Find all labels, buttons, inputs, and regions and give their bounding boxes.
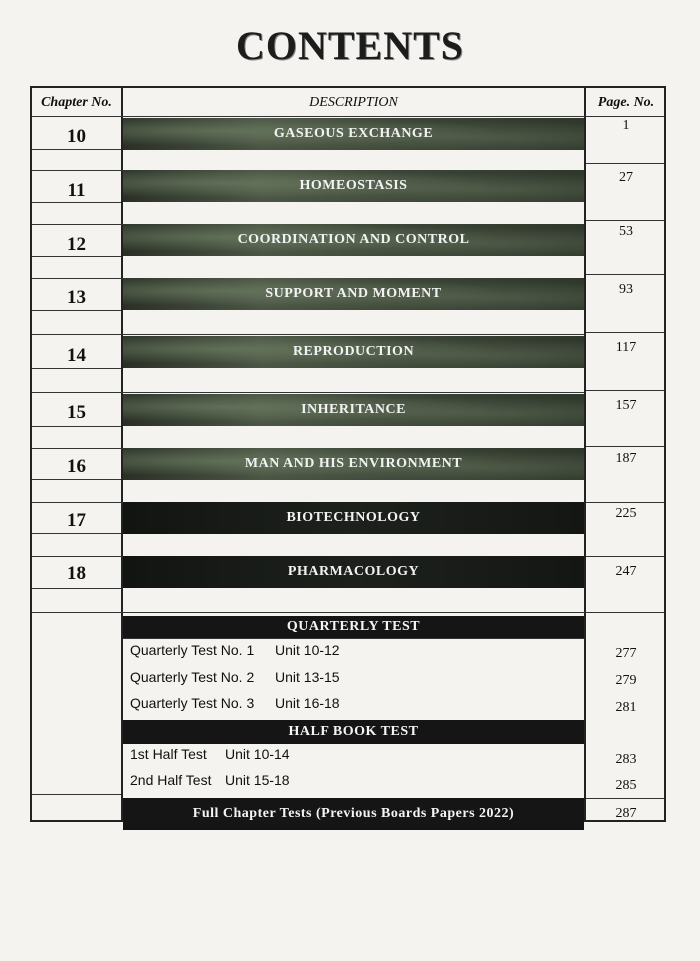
chapter-number: 15: [67, 402, 86, 423]
row-divider: [32, 368, 121, 369]
quarterly-test-name[interactable]: Quarterly Test No. 2: [130, 669, 255, 685]
quarterly-test-name[interactable]: Quarterly Test No. 3: [130, 695, 255, 711]
chapter-page-number: 1: [622, 118, 630, 133]
chapter-number: 12: [67, 234, 86, 255]
quarterly-test-unit: Unit 16-18: [275, 695, 340, 711]
chapter-title-link[interactable]: MAN AND HIS ENVIRONMENT: [123, 448, 584, 480]
header-page-no: Page. No.: [597, 95, 655, 110]
row-divider: [123, 638, 584, 639]
row-divider: [586, 556, 664, 557]
chapter-title-link[interactable]: PHARMACOLOGY: [123, 556, 584, 588]
row-divider: [586, 446, 664, 447]
row-divider: [586, 502, 664, 503]
row-divider: [32, 256, 121, 257]
half-test-name[interactable]: 1st Half Test: [130, 746, 207, 762]
chapter-title-link[interactable]: COORDINATION AND CONTROL: [123, 224, 584, 256]
chapter-title-link[interactable]: INHERITANCE: [123, 394, 584, 426]
chapter-title-link[interactable]: REPRODUCTION: [123, 336, 584, 368]
chapter-page-number: 247: [615, 564, 637, 579]
quarterly-test-page: 279: [615, 673, 637, 688]
full-chapter-tests-page: 287: [615, 806, 637, 821]
chapter-number: 11: [67, 180, 86, 201]
half-test-name[interactable]: 2nd Half Test: [130, 772, 212, 788]
quarterly-test-name[interactable]: Quarterly Test No. 1: [130, 642, 255, 658]
chapter-title-link[interactable]: GASEOUS EXCHANGE: [123, 118, 584, 150]
row-divider: [32, 202, 121, 203]
quarterly-test-page: 281: [615, 700, 637, 715]
quarterly-test-heading: QUARTERLY TEST: [123, 616, 584, 638]
row-divider: [32, 533, 121, 534]
row-divider: [32, 334, 584, 335]
row-divider: [32, 149, 121, 150]
chapter-number: 10: [67, 126, 86, 147]
row-divider: [32, 426, 121, 427]
chapter-page-number: 27: [619, 170, 633, 185]
half-test-page: 283: [615, 752, 637, 767]
header-chapter-no: Chapter No.: [41, 95, 112, 110]
row-divider: [586, 163, 664, 164]
row-divider: [586, 390, 664, 391]
page-title: CONTENTS: [235, 23, 465, 68]
chapter-number: 16: [67, 456, 86, 477]
row-divider: [586, 798, 664, 799]
chapter-number: 14: [67, 345, 86, 366]
row-divider: [32, 479, 121, 480]
header-description: DESCRIPTION: [309, 95, 398, 110]
row-divider: [32, 116, 664, 117]
full-chapter-tests-link[interactable]: Full Chapter Tests (Previous Boards Papers 2022): [123, 798, 584, 830]
row-divider: [32, 794, 121, 795]
half-book-test-heading: HALF BOOK TEST: [123, 720, 584, 744]
row-divider: [586, 220, 664, 221]
half-test-page: 285: [615, 778, 637, 793]
chapter-page-number: 93: [619, 282, 633, 297]
chapter-number: 17: [67, 510, 86, 531]
quarterly-test-page: 277: [615, 646, 637, 661]
quarterly-test-unit: Unit 10-12: [275, 642, 340, 658]
row-divider: [32, 310, 121, 311]
chapter-page-number: 225: [615, 506, 637, 521]
chapter-page-number: 53: [619, 224, 633, 239]
chapter-title-link[interactable]: SUPPORT AND MOMENT: [123, 278, 584, 310]
chapter-page-number: 117: [615, 340, 637, 355]
quarterly-test-unit: Unit 13-15: [275, 669, 340, 685]
chapter-number: 13: [67, 287, 86, 308]
row-divider: [32, 612, 664, 613]
row-divider: [32, 588, 121, 589]
row-divider: [32, 392, 584, 393]
half-test-unit: Unit 10-14: [225, 746, 290, 762]
chapter-page-number: 157: [615, 398, 637, 413]
half-test-unit: Unit 15-18: [225, 772, 290, 788]
row-divider: [586, 332, 664, 333]
contents-table: [30, 86, 666, 822]
row-divider: [586, 274, 664, 275]
chapter-number: 18: [67, 563, 86, 584]
chapter-title-link[interactable]: HOMEOSTASIS: [123, 170, 584, 202]
chapter-title-link[interactable]: BIOTECHNOLOGY: [123, 502, 584, 534]
chapter-page-number: 187: [615, 451, 637, 466]
